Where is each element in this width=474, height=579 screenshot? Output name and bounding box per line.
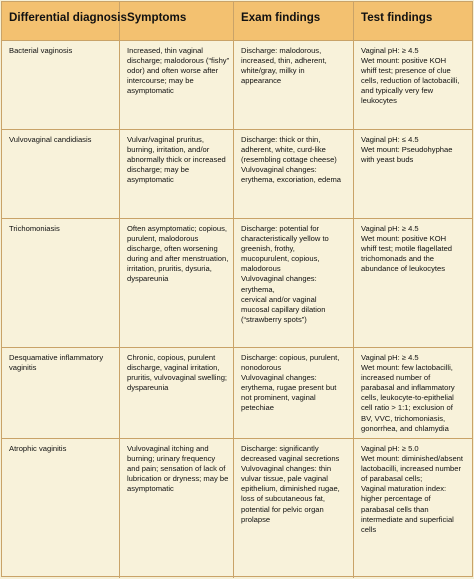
cell-text-line: vaginitis bbox=[9, 363, 37, 373]
cell-text-line: Vaginal pH: ≥ 4.5 bbox=[361, 353, 419, 362]
cell-text-line: higher percentage of bbox=[361, 494, 431, 504]
cell-text-line: whiff test; motile flagellated bbox=[361, 244, 453, 254]
cell-text-line: irritation, pruritis, dysuria, bbox=[127, 264, 212, 274]
cell-text-line: cells bbox=[361, 524, 377, 534]
cell-text-line: abundance of leukocytes bbox=[361, 264, 446, 274]
cell-test-findings bbox=[354, 41, 472, 129]
header-differential-diagnosis: Differential diagnosis bbox=[2, 2, 120, 40]
cell-text-line: adherent, white, curd-like bbox=[241, 145, 326, 155]
cell-text-line: Discharge: potential for bbox=[241, 224, 320, 233]
cell-text-line: Wet mount: positive KOH bbox=[361, 56, 447, 66]
cell-text-line: greenish, frothy, bbox=[241, 244, 295, 254]
cell-diagnosis bbox=[2, 348, 120, 438]
cell-text-line: Vulvovaginal changes: bbox=[241, 165, 317, 175]
cell-text-line: dyspareunia bbox=[127, 383, 169, 393]
cell-text-line: with yeast buds bbox=[361, 155, 414, 165]
cell-text-line: nonodorous bbox=[241, 363, 282, 373]
cell-text-line: abnormally thick or increased bbox=[127, 155, 226, 165]
cell-text-line: increased, thin, adherent, bbox=[241, 56, 327, 66]
cell-text-line: asymptomatic bbox=[127, 86, 174, 96]
cell-text-line: Wet mount: diminished/absent bbox=[361, 454, 464, 464]
cell-diagnosis bbox=[2, 130, 120, 218]
cell-text-line: Discharge: thick or thin, bbox=[241, 135, 321, 144]
cell-exam-findings bbox=[234, 219, 354, 347]
cell-text-line: Discharge: malodorous, bbox=[241, 46, 322, 55]
cell-text-line: mucosal capillary dilation bbox=[241, 304, 326, 314]
cell-text-line: leukocytes bbox=[361, 96, 397, 106]
differential-diagnosis-table bbox=[1, 1, 473, 577]
cell-exam-findings bbox=[234, 130, 354, 218]
cell-text-line: purulent, malodorous bbox=[127, 234, 199, 244]
cell-text-line: Vaginal pH: ≥ 4.5 bbox=[361, 224, 419, 233]
cell-text-line: Vaginal pH: ≤ 4.5 bbox=[361, 135, 419, 144]
cell-text-line: lactobacilli, increased number bbox=[361, 464, 462, 474]
cell-text-line: intermediate and superficial bbox=[361, 514, 454, 524]
cell-text-line: Wet mount: few lactobacilli, bbox=[361, 363, 453, 373]
cell-symptoms bbox=[120, 41, 234, 129]
cell-text-line: Trichomoniasis bbox=[9, 224, 60, 233]
cell-text-line: parabasal cells than bbox=[361, 504, 429, 514]
table-row bbox=[2, 347, 472, 438]
cell-text-line: petechiae bbox=[241, 403, 274, 413]
cell-text-line: white/gray, milky in bbox=[241, 66, 305, 76]
cell-text-line: of parabasal cells; bbox=[361, 474, 423, 484]
cell-text-line: lubrication or dryness; may be bbox=[127, 474, 229, 484]
cell-text-line: mucopurulent, copious, bbox=[241, 254, 320, 264]
cell-text-line: Bacterial vaginosis bbox=[9, 46, 73, 55]
cell-diagnosis bbox=[2, 439, 120, 578]
cell-text-line: Vulvovaginal candidiasis bbox=[9, 135, 92, 144]
cell-text-line: (“strawberry spots”) bbox=[241, 314, 307, 324]
table-row bbox=[2, 129, 472, 218]
cell-text-line: discharge; may be bbox=[127, 165, 190, 175]
cell-text-line: and pain; sensation of lack of bbox=[127, 464, 226, 474]
cell-symptoms bbox=[120, 219, 234, 347]
cell-text-line: discharge; malodorous (“fishy” bbox=[127, 56, 230, 66]
cell-text-line: not prominent, vaginal bbox=[241, 393, 316, 403]
cell-text-line: prolapse bbox=[241, 514, 271, 524]
cell-text-line: parabasal and inflammatory bbox=[361, 383, 455, 393]
header-exam-findings: Exam findings bbox=[234, 2, 354, 40]
cell-text-line: Vaginal maturation index: bbox=[361, 484, 447, 494]
cell-text-line: increased number of bbox=[361, 373, 431, 383]
cell-text-line: Vulvovaginal changes: thin bbox=[241, 464, 332, 474]
cell-text-line: cell ratio > 1:1; exclusion of bbox=[361, 403, 453, 413]
cell-text-line: during and after menstruation, bbox=[127, 254, 229, 264]
cell-text-line: Discharge: copious, purulent, bbox=[241, 353, 340, 362]
cell-test-findings bbox=[354, 130, 472, 218]
cell-text-line: discharge, vaginal irritation, bbox=[127, 363, 220, 373]
cell-test-findings bbox=[354, 439, 472, 578]
cell-symptoms bbox=[120, 348, 234, 438]
cell-text-line: Wet mount: Pseudohyphae bbox=[361, 145, 453, 155]
cell-diagnosis bbox=[2, 41, 120, 129]
table-row bbox=[2, 438, 472, 578]
table-row bbox=[2, 40, 472, 129]
cell-text-line: Wet mount: positive KOH bbox=[361, 234, 447, 244]
cell-text-line: asymptomatic bbox=[127, 484, 174, 494]
cell-text-line: potential for pelvic organ bbox=[241, 504, 324, 514]
header-symptoms: Symptoms bbox=[120, 2, 234, 40]
table-header bbox=[2, 2, 472, 40]
cell-text-line: cells, leukocyte-to-epithelial bbox=[361, 393, 454, 403]
cell-text-line: gonorrhea, and chlamydia bbox=[361, 423, 449, 433]
cell-text-line: erythema, excoriation, edema bbox=[241, 175, 342, 185]
cell-test-findings bbox=[354, 348, 472, 438]
cell-text-line: Vaginal pH: ≥ 4.5 bbox=[361, 46, 419, 55]
cell-symptoms bbox=[120, 439, 234, 578]
cell-text-line: decreased vaginal secretions bbox=[241, 454, 340, 464]
cell-text-line: discharge, often worsening bbox=[127, 244, 218, 254]
cell-diagnosis bbox=[2, 219, 120, 347]
cell-text-line: Increased, thin vaginal bbox=[127, 46, 203, 55]
cell-text-line: Vaginal pH: ≥ 5.0 bbox=[361, 444, 419, 453]
cell-text-line: malodorous bbox=[241, 264, 281, 274]
cell-text-line: Often asymptomatic; copious, bbox=[127, 224, 228, 233]
table-row bbox=[2, 218, 472, 347]
cell-text-line: asymptomatic bbox=[127, 175, 174, 185]
header-test-findings: Test findings bbox=[361, 11, 433, 24]
cell-exam-findings bbox=[234, 41, 354, 129]
cell-symptoms bbox=[120, 130, 234, 218]
cell-text-line: cervical and/or vaginal bbox=[241, 294, 317, 304]
cell-text-line: Chronic, copious, purulent bbox=[127, 353, 216, 362]
cell-text-line: loss of subcutaneous fat, bbox=[241, 494, 326, 504]
cell-text-line: whiff test; presence of clue bbox=[361, 66, 451, 76]
cell-text-line: trichomonads and the bbox=[361, 254, 435, 264]
cell-text-line: cells, reduction of lactobacilli, bbox=[361, 76, 460, 86]
cell-text-line: epithelium, diminished rugae, bbox=[241, 484, 340, 494]
cell-text-line: Vulvovaginal changes: bbox=[241, 373, 317, 383]
cell-text-line: appearance bbox=[241, 76, 282, 86]
cell-text-line: Vulvovaginal changes: bbox=[241, 274, 317, 284]
cell-test-findings bbox=[354, 219, 472, 347]
cell-text-line: (resembling cottage cheese) bbox=[241, 155, 337, 165]
cell-text-line: characteristically yellow to bbox=[241, 234, 329, 244]
cell-text-line: dyspareunia bbox=[127, 274, 169, 284]
cell-text-line: erythema, bbox=[241, 284, 275, 294]
cell-text-line: erythema, rugae present but bbox=[241, 383, 337, 393]
cell-text-line: and typically very few bbox=[361, 86, 434, 96]
cell-text-line: Atrophic vaginitis bbox=[9, 444, 67, 453]
cell-text-line: burning; urinary frequency bbox=[127, 454, 216, 464]
cell-text-line: Vulvar/vaginal pruritus, bbox=[127, 135, 204, 144]
cell-text-line: odor) and often worse after bbox=[127, 66, 219, 76]
cell-exam-findings bbox=[234, 439, 354, 578]
cell-text-line: Discharge: significantly bbox=[241, 444, 319, 453]
cell-text-line: BV, VVC, trichomoniasis, bbox=[361, 413, 446, 423]
cell-text-line: intercourse; may be bbox=[127, 76, 194, 86]
cell-text-line: burning, irritation, and/or bbox=[127, 145, 210, 155]
cell-text-line: Desquamative inflammatory bbox=[9, 353, 104, 362]
cell-text-line: pruritis, vulvovaginal swelling; bbox=[127, 373, 228, 383]
cell-text-line: Vulvovaginal itching and bbox=[127, 444, 209, 453]
cell-exam-findings bbox=[234, 348, 354, 438]
cell-text-line: vulvar tissue, pale vaginal bbox=[241, 474, 328, 484]
